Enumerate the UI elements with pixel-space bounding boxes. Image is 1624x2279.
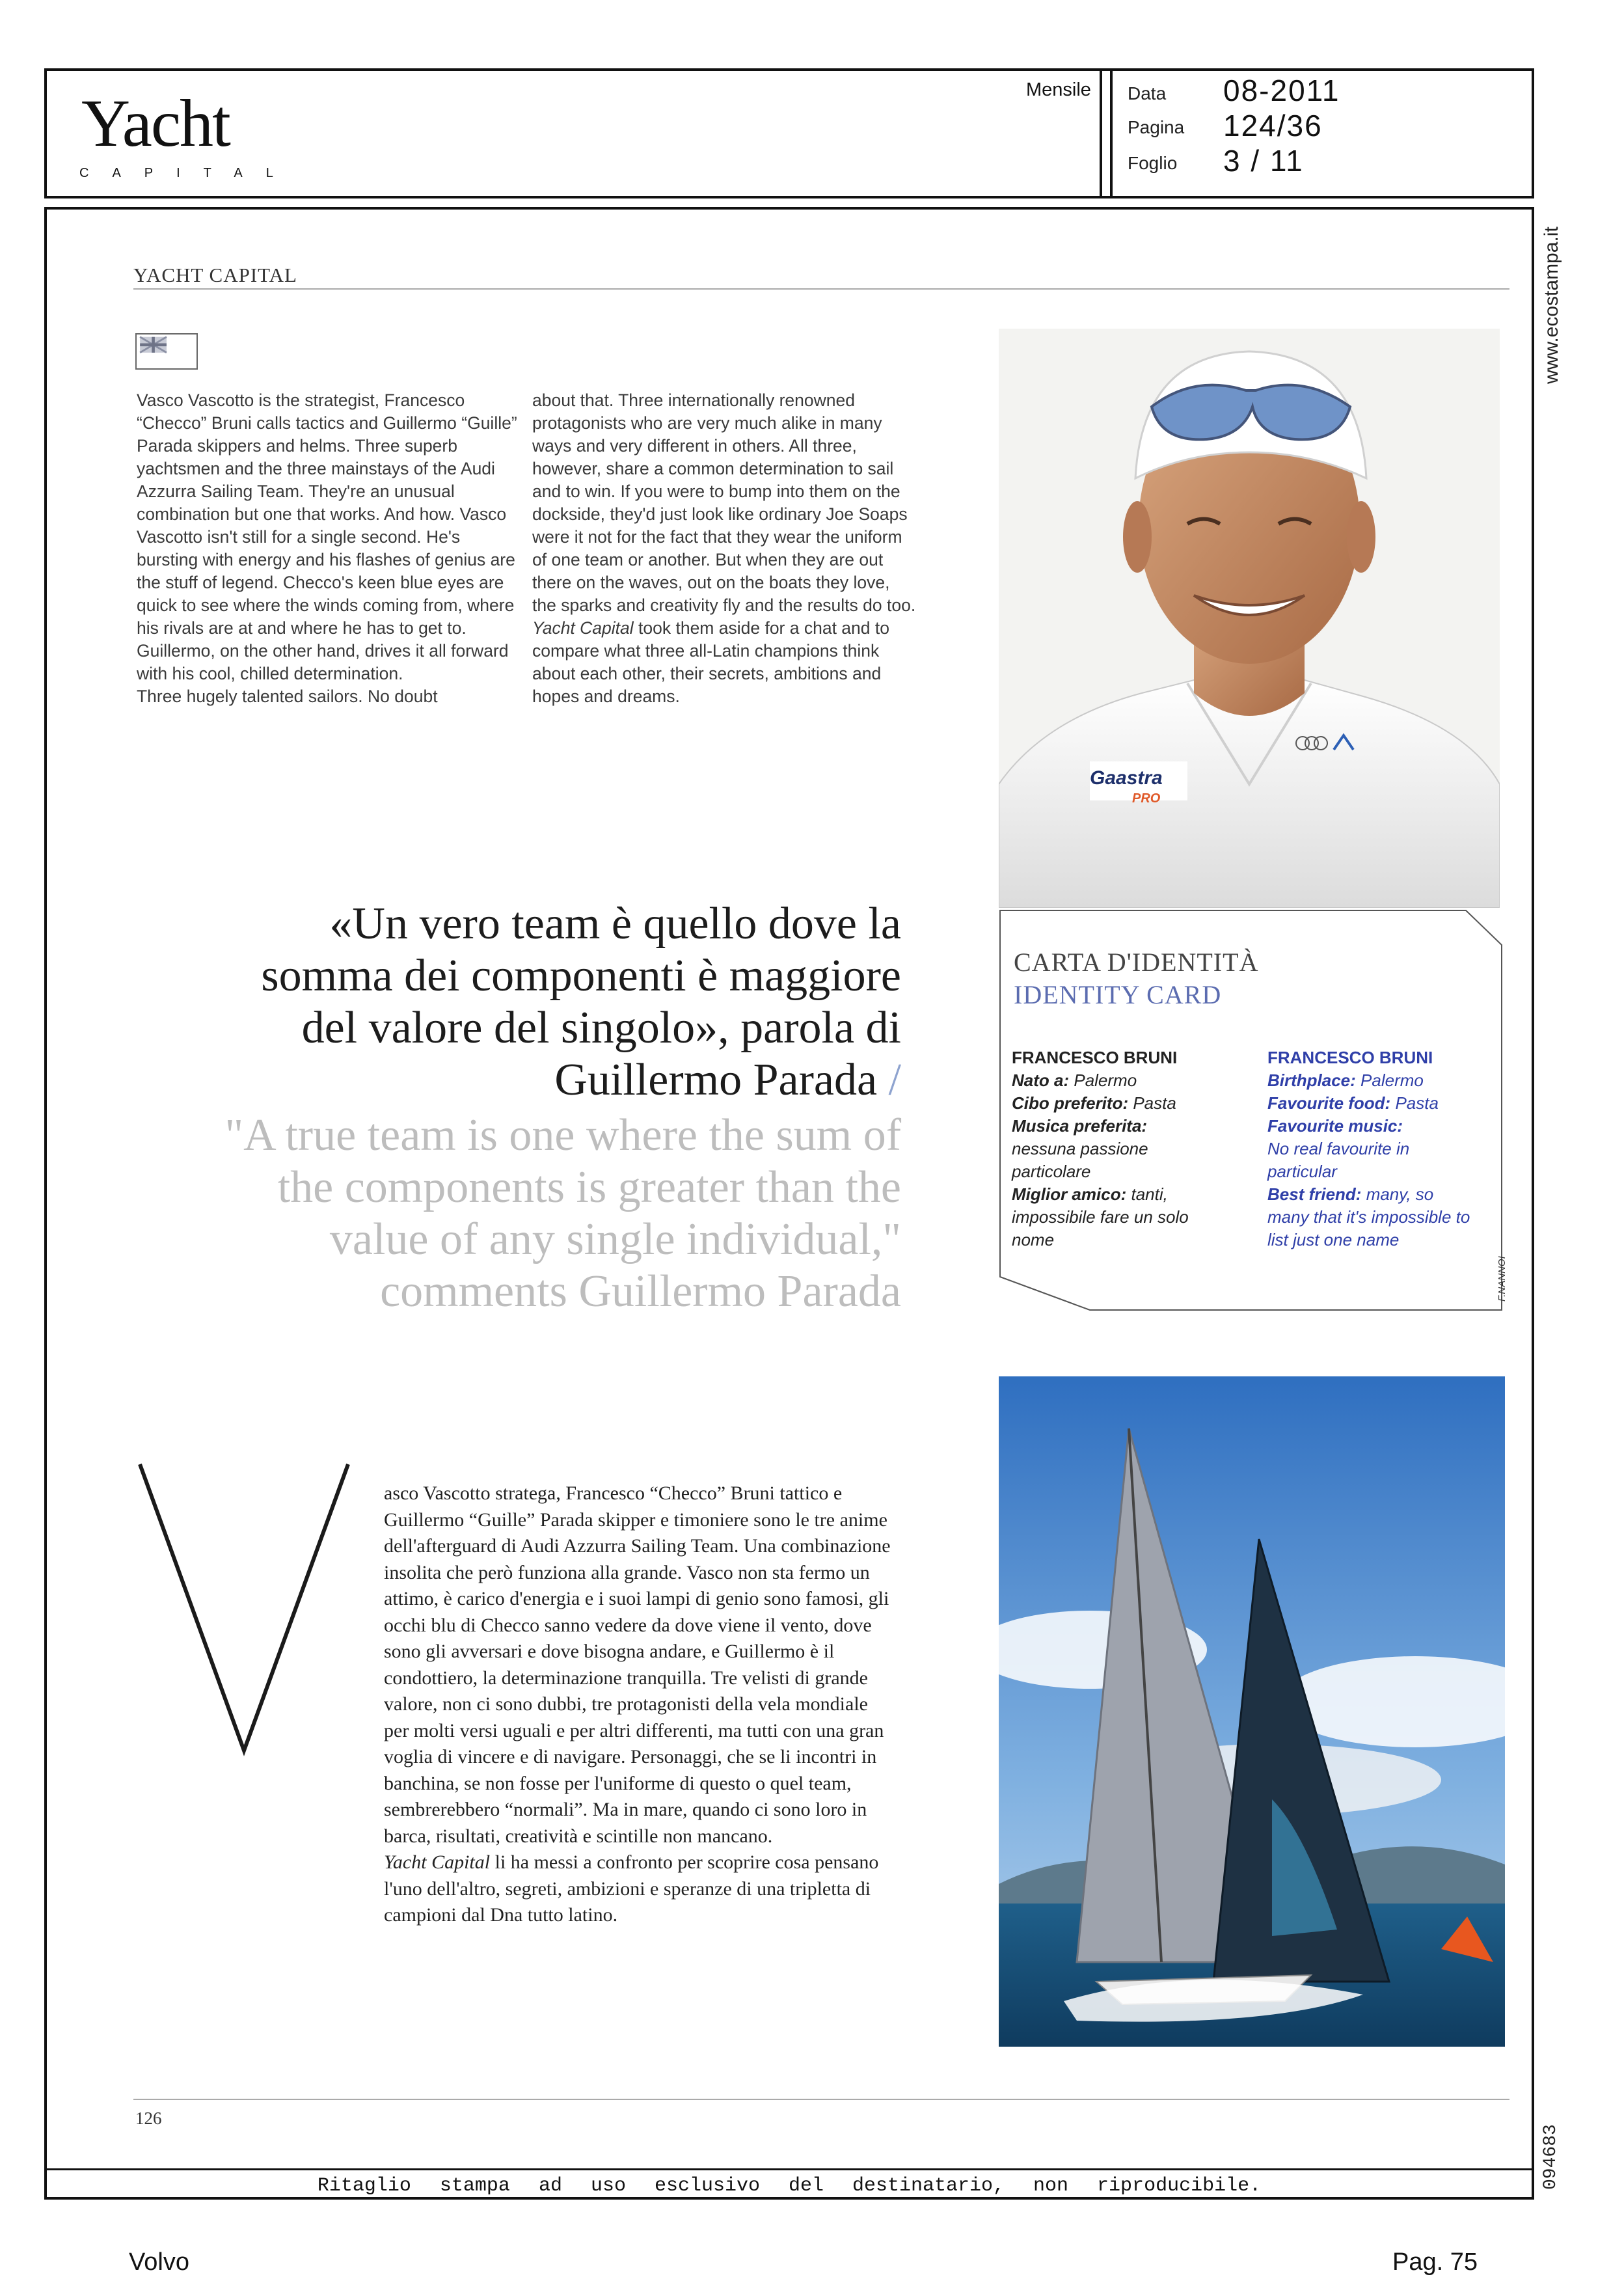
website-text: www.ecostampa.it (1541, 226, 1562, 384)
photo-credit-text: F.NANNOI (1496, 1256, 1508, 1302)
publication-logo: Yacht (81, 86, 230, 161)
quote-line: value of any single individual," (329, 1214, 901, 1264)
id-value: No real favourite in particular (1267, 1139, 1410, 1181)
quote-line: «Un vero team è quello dove la (329, 899, 901, 949)
id-name: FRANCESCO BRUNI (1267, 1048, 1433, 1067)
drop-cap (133, 1451, 355, 1757)
id-label: Cibo preferito: (1012, 1093, 1129, 1113)
id-label: Nato a: (1012, 1071, 1070, 1090)
english-intro-paragraph: about that. Three internationally renowned protagonists who are very much alike in many ways and very different in others. All three, however, share a common determination to sail and to win. If you were to bump into them on the dockside, they'd just look like ordinary Joe Soaps were it not for the fact that they wear the uniform of one team or another. But when they are out there on the waves, out on the boats they love, the sparks and creativity fly and the results do too. (532, 390, 916, 615)
disclaimer: Ritaglio stampa ad uso esclusivo del destinatario, non riproducibile. (317, 2175, 1262, 2197)
sailing-illustration (999, 1376, 1505, 2047)
article-text: li ha messi a confronto per scoprire cosa pensano l'uno dell'altro, segreti, ambizioni e speranze di una tripletta di campioni dal Dna tutto latino. (384, 1851, 879, 1926)
meta-value-data: 08-2011 (1223, 74, 1340, 107)
id-value: Palermo (1355, 1071, 1424, 1090)
meta-value-foglio: 3 / 11 (1223, 144, 1304, 178)
meta-label-data: Data (1128, 83, 1167, 103)
meta-label-foglio: Foglio (1128, 153, 1178, 173)
id-name: FRANCESCO BRUNI (1012, 1048, 1178, 1067)
meta-label-pagina: Pagina (1128, 117, 1185, 137)
id-row-food (1012, 1092, 1220, 1115)
id-row-food (1267, 1092, 1476, 1115)
id-label: Birthplace: (1267, 1071, 1356, 1090)
portrait-illustration (999, 329, 1500, 908)
pull-quote-italian (143, 898, 901, 1106)
quote-line: "A true team is one where the sum of (224, 1110, 901, 1160)
id-value: Palermo (1069, 1071, 1137, 1090)
article-paragraph (384, 1849, 891, 1929)
uk-flag-icon (135, 333, 198, 370)
quote-line: the components is greater than the (277, 1162, 901, 1212)
article-paragraph: asco Vascotto stratega, Francesco “Checco” Bruni tattico e Guillermo “Guille” Parada skipper e timoniere sono le tre anime dell'afterguard di Audi Azzurra Sailing Team. Una combinazione insolita che però funziona alla grande. Vasco non sta fermo un attimo, è carico d'energia e i suoi lampi di genio sono famosi, gli occhi blu di Checco sanno vedere da dove viene il vento, dove sono gli avversari e dove bisogna andare, e Guillermo è il condottiero, la determinazione tranquilla. Tre velisti di grande valore, non ci sono dubbi, tre protagonisti della vela mondiale per molti versi uguali e per altri differenti, ma tutti con una gran voglia di vincere e di navigare. Personaggi, che se li incontri in banchina, se non fosse per l'uniforme di questo o quel team, sembrerebbero “normali”. Ma in mare, quando ci sono loro in barca, risultati, creatività e scintille non mancano. (384, 1482, 891, 1847)
english-intro-text: took them aside for a chat and to compare what three all-Latin champions think about each other, their secrets, ambitions and hopes and dreams. (532, 618, 889, 706)
quote-line (143, 1054, 901, 1106)
drop-cap-letter: V (133, 1451, 134, 1452)
footer-page-label: Pag. 75 (1392, 2248, 1478, 2276)
sailing-photo (999, 1376, 1505, 2047)
photo-credit (1496, 1230, 1516, 1302)
bottom-rule (133, 2099, 1509, 2100)
identity-card-english (1267, 1046, 1476, 1251)
article-body-italian (384, 1481, 891, 1929)
id-label: Best friend: (1267, 1184, 1362, 1204)
id-value: tanti, impossibile fare un solo nome (1012, 1184, 1189, 1249)
id-row-friend (1012, 1183, 1220, 1251)
frequency-label: Mensile (1026, 79, 1091, 100)
portrait-photo (999, 329, 1500, 908)
id-value: nessuna passione particolare (1012, 1139, 1148, 1181)
quote-slash: / (888, 1055, 901, 1105)
id-label: Favourite music: (1267, 1116, 1403, 1136)
header-divider (1110, 68, 1113, 198)
id-row-friend (1267, 1183, 1476, 1251)
website-vertical (1541, 215, 1564, 384)
magazine-name: Yacht Capital (532, 618, 634, 638)
meta-value-pagina: 124/36 (1223, 109, 1323, 143)
magazine-name: Yacht Capital (384, 1851, 491, 1873)
disclaimer-rule (44, 2168, 1534, 2170)
id-row-born (1012, 1069, 1220, 1092)
page-number: 126 (135, 2108, 162, 2128)
id-value: many, so many that it's impossible to list just one name (1267, 1184, 1470, 1249)
english-intro-col1 (137, 389, 521, 708)
identity-card-italian (1012, 1046, 1220, 1251)
quote-line: somma dei componenti è maggiore (261, 951, 901, 1001)
english-intro-paragraph: Three hugely talented sailors. No doubt (137, 687, 438, 706)
quote-line: comments Guillermo Parada (380, 1266, 901, 1317)
header-divider (1100, 68, 1102, 198)
id-label: Musica preferita: (1012, 1116, 1148, 1136)
quote-line: del valore del singolo», parola di (301, 1003, 901, 1053)
client-code-text: 094683 (1541, 2124, 1561, 2190)
shirt-logo-sub: PRO (1132, 791, 1161, 806)
id-value: Pasta (1128, 1093, 1176, 1113)
section-title: YACHT CAPITAL (133, 264, 297, 286)
english-intro-paragraph (532, 617, 916, 708)
publication-logo-sub: CAPITAL (79, 166, 297, 180)
shirt-logo-text: Gaastra (1090, 767, 1163, 789)
client-code-vertical (1541, 2112, 1564, 2190)
pull-quote-english (117, 1110, 901, 1318)
identity-card-title: CARTA D'IDENTITÀ (1014, 948, 1259, 977)
id-row-born (1267, 1069, 1476, 1092)
quote-author: Guillermo Parada (554, 1055, 878, 1105)
section-rule (133, 288, 1509, 290)
id-label: Favourite food: (1267, 1093, 1391, 1113)
id-label: Miglior amico: (1012, 1184, 1127, 1204)
identity-card-title-en: IDENTITY CARD (1014, 980, 1222, 1009)
english-intro-paragraph: Vasco Vascotto is the strategist, Francesco “Checco” Bruni calls tactics and Guillermo “Guille” Parada skippers and helms. Three superb yachtsmen and the three mainstays of the Audi Azzurra Sailing Team. They're an unusual combination but one that works. And how. Vasco Vascotto isn't still for a single second. He's bursting with energy and his flashes of genius are the stuff of legend. Checco's keen blue eyes are quick to see where the winds coming from, where his rivals are at and where he has to get to. Guillermo, on the other hand, drives it all forward with his cool, chilled determination. (137, 390, 517, 683)
footer-client-name: Volvo (129, 2248, 189, 2276)
english-intro-col2 (532, 389, 916, 708)
id-value: Pasta (1390, 1093, 1439, 1113)
